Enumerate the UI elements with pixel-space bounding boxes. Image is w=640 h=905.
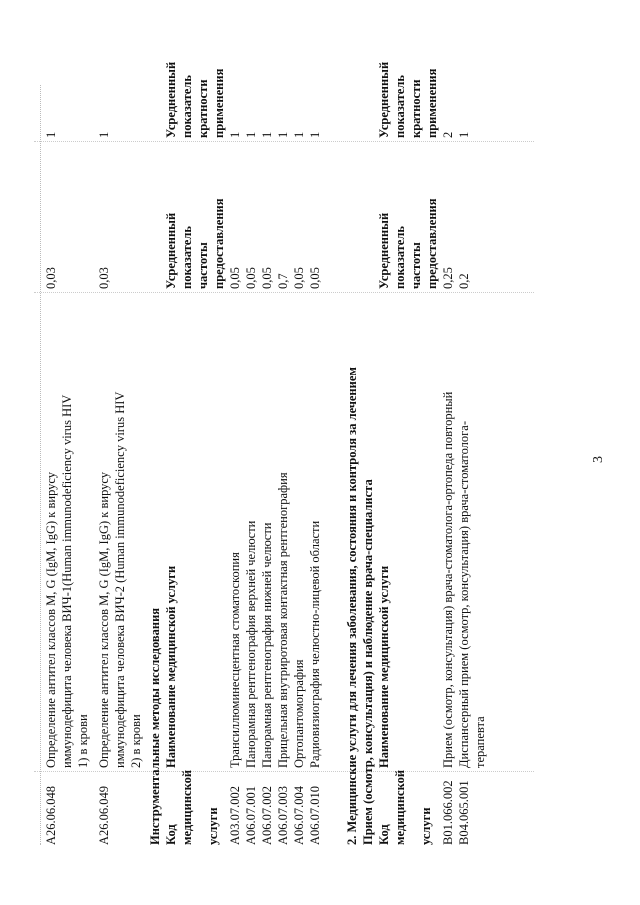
s2-header-code-line-2: медицинской	[393, 769, 407, 845]
instr-header-mult-line-1: Усредненный	[164, 61, 178, 138]
instr-row-1-multiplicity: 1	[228, 131, 242, 138]
lab-row-1-code: A26.06.048	[44, 785, 58, 845]
s2-header-mult-line-2: показатель	[393, 75, 407, 138]
instr-header-mult-line-2: показатель	[180, 75, 194, 138]
lab-row-2-code: A26.06.049	[97, 785, 111, 845]
lab-row-1-name-line-1: Определение антител классов M, G (IgM, IgG) к вирусу	[44, 471, 58, 768]
instr-row-3-name: Панорамная рентгенография нижней челюсти	[260, 522, 274, 768]
instr-row-6-code: A06.07.010	[308, 785, 322, 845]
s2-row-2-code: B04.065.001	[457, 780, 471, 845]
instr-row-2-frequency: 0,05	[244, 267, 258, 289]
s2-header-freq-line-2: показатель	[393, 226, 407, 289]
instr-row-4-code: A06.07.003	[276, 785, 290, 845]
instr-row-5-name: Ортопантомография	[292, 659, 306, 768]
instr-row-1-code: A03.07.002	[228, 785, 242, 845]
instr-header-code-line-2: медицинской	[180, 769, 194, 845]
s2-row-2-name-line-2: терапевта	[473, 716, 487, 768]
s2-header-code-line-1: Код	[377, 824, 391, 845]
instrumental-section-title: Инструментальные методы исследования	[148, 607, 162, 845]
column-separator-mult	[34, 141, 534, 142]
instr-row-3-frequency: 0,05	[260, 267, 274, 289]
lab-row-1-name-line-3: 1) в крови	[76, 714, 90, 768]
s2-header-freq-line-4: предоставления	[425, 198, 439, 289]
s2-row-2-multiplicity: 1	[457, 131, 471, 138]
lab-row-2-name-line-1: Определение антител классов M, G (IgM, IgG) к вирусу	[97, 471, 111, 768]
section-2-subtitle: Прием (осмотр, консультация) и наблюдение врача-специалиста	[361, 479, 375, 845]
instr-row-3-multiplicity: 1	[260, 131, 274, 138]
column-separator-code	[34, 771, 534, 772]
lab-row-2-multiplicity: 1	[97, 131, 111, 138]
table-border-top	[40, 85, 41, 845]
s2-header-freq-line-1: Усредненный	[377, 212, 391, 289]
instr-header-code-line-1: Код	[164, 824, 178, 845]
column-separator-freq	[34, 292, 534, 293]
instr-row-4-frequency: 0,7	[276, 273, 290, 289]
instr-row-6-frequency: 0,05	[308, 267, 322, 289]
instr-row-6-name: Радиовизиография челюстно-лицевой области	[308, 520, 322, 768]
lab-row-1-multiplicity: 1	[44, 131, 58, 138]
instr-header-freq-line-2: показатель	[180, 226, 194, 289]
page-number: 3	[591, 456, 606, 463]
instr-row-5-multiplicity: 1	[292, 131, 306, 138]
instr-row-2-multiplicity: 1	[244, 131, 258, 138]
s2-row-2-frequency: 0,2	[457, 273, 471, 289]
instr-row-4-multiplicity: 1	[276, 131, 290, 138]
instr-row-2-code: A06.07.001	[244, 785, 258, 845]
instr-header-freq-line-3: частоты	[196, 242, 210, 289]
lab-row-2-name-line-2: иммунодефицита человека ВИЧ-2 (Human immunodeficiency virus HIV	[113, 391, 127, 768]
s2-header-service-name: Наименование медицинской услуги	[377, 565, 391, 768]
instr-row-4-name: Прицельная внутриротовая контактная рентгенография	[276, 472, 290, 768]
instr-header-freq-line-4: предоставления	[212, 198, 226, 289]
instr-header-mult-line-4: применения	[212, 68, 226, 138]
s2-row-2-name-line-1: Диспансерный прием (осмотр, консультация) врача-стоматолога-	[457, 420, 471, 768]
instr-header-service-name: Наименование медицинской услуги	[164, 565, 178, 768]
s2-header-mult-line-4: применения	[425, 68, 439, 138]
instr-row-3-code: A06.07.002	[260, 785, 274, 845]
s2-header-mult-line-3: кратности	[409, 79, 423, 138]
instr-header-code-line-3: услуги	[206, 807, 220, 845]
s2-header-code-line-3: услуги	[419, 807, 433, 845]
s2-header-freq-line-3: частоты	[409, 242, 423, 289]
instr-row-1-name: Трансиллюминесцентная стоматоскопия	[228, 552, 242, 768]
s2-row-1-code: B01.066.002	[441, 780, 455, 845]
instr-header-freq-line-1: Усредненный	[164, 212, 178, 289]
instr-header-mult-line-3: кратности	[196, 79, 210, 138]
lab-row-1-name-line-2: иммунодефицита человека ВИЧ-1(Human immunodeficiency virus HIV	[60, 394, 74, 768]
lab-row-2-frequency: 0,03	[97, 267, 111, 289]
lab-row-1-frequency: 0,03	[44, 267, 58, 289]
s2-row-1-multiplicity: 2	[441, 131, 455, 138]
instr-row-5-frequency: 0,05	[292, 267, 306, 289]
instr-row-2-name: Панорамная рентгенография верхней челюсти	[244, 520, 258, 768]
s2-row-1-frequency: 0,25	[441, 267, 455, 289]
instr-row-5-code: A06.07.004	[292, 785, 306, 845]
instr-row-1-frequency: 0,05	[228, 267, 242, 289]
s2-header-mult-line-1: Усредненный	[377, 61, 391, 138]
s2-row-1-name: Прием (осмотр, консультация) врача-стоматолога-ортопеда повторный	[441, 391, 455, 768]
lab-row-2-name-line-3: 2) в крови	[129, 714, 143, 768]
section-2-title: 2. Медицинские услуги для лечения заболевания, состояния и контроля за лечением	[345, 367, 359, 845]
instr-row-6-multiplicity: 1	[308, 131, 322, 138]
